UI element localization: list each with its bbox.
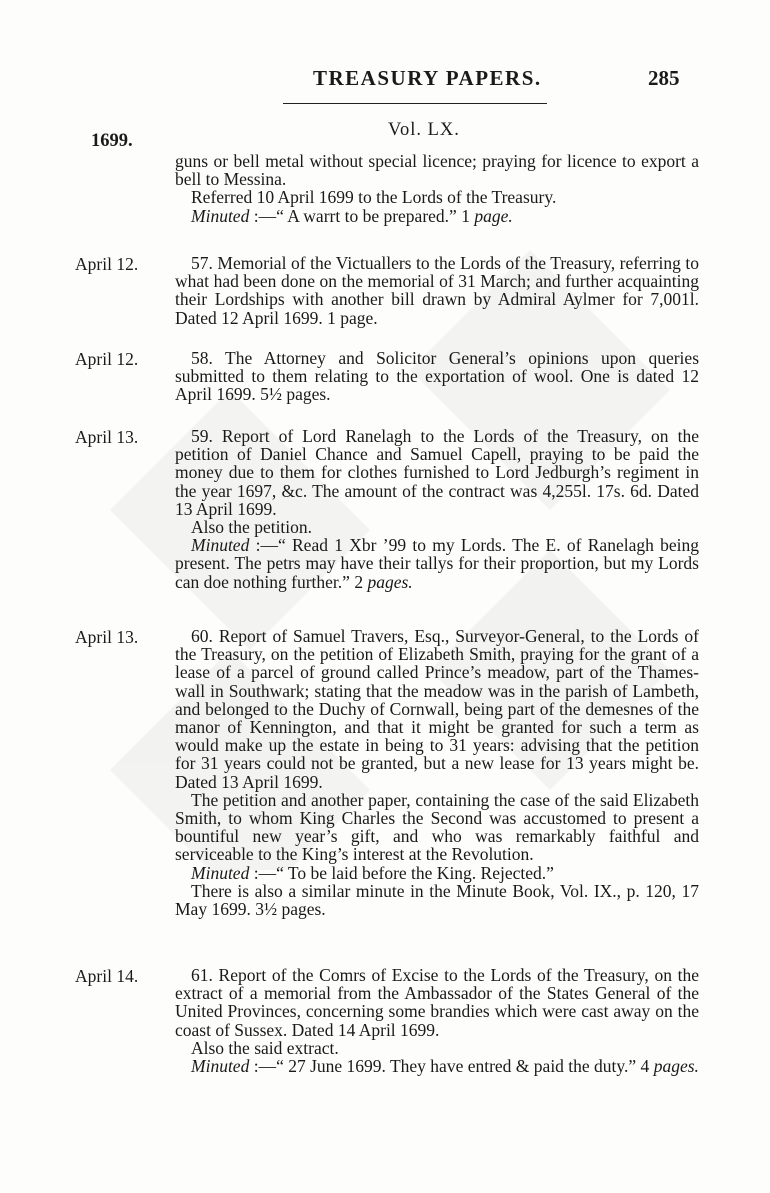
minute-line — [175, 207, 699, 225]
entry-date: April 12. — [75, 349, 139, 369]
minuted-label: Minuted — [191, 205, 250, 226]
entry-date: April 13. — [75, 427, 139, 447]
year-label: 1699. — [91, 131, 133, 151]
minuted-text: :—“ A warrt to be prepared.” 1 — [249, 205, 475, 226]
entry-paragraph: 57. Memorial of the Victuallers to the Lords of the Treasury, referring to what had been done on the memorial of 31 March; and further acquainting their Lordships with another bill drawn by Admiral Aylmer for 7,001l. Dated 12 April 1699. 1 page. — [175, 253, 699, 328]
entry-paragraph: Also the said extract. — [191, 1037, 339, 1058]
entry-paragraph: guns or bell metal without special licence; praying for licence to export a bell to Messina. — [175, 151, 699, 190]
entry-date: April 13. — [75, 627, 139, 647]
entry-paragraph: 60. Report of Samuel Travers, Esq., Surveyor-General, to the Lords of the Treasury, on the petition of Elizabeth Smith, praying for the grant of a lease of a parcel of ground called Prince’s meadow, part of the Thames-wall in Southwark; stating that the meadow was in the parish of Lambeth, and belonged to the Duchy of Cornwall, being part of the demesnes of the manor of Kennington, and that it might be granted for such a term as would make up the estate in being to 31 years: advising that the petition for 31 years could not be granted, but a new lease for 13 years might be. Dated 13 April 1699. — [175, 626, 699, 792]
minuted-label: Minuted — [191, 1056, 250, 1077]
entry-paragraph: The petition and another paper, containing the case of the said Elizabeth Smith, to whom King Charles the Second was accustomed to present a bountiful new year’s gift, and who was remarkably faithful and serviceable to the King’s interest at the Revolution. — [175, 789, 699, 865]
entry-paragraph: Referred 10 April 1699 to the Lords of the Treasury. — [191, 187, 557, 208]
minute-line — [175, 536, 699, 591]
minuted-label: Minuted — [191, 862, 250, 883]
minuted-text: :—“ Read 1 Xbr ’99 to my Lords. The E. of Ranelagh being present. The petrs may have their tallys for their proportion, but my Lords can doe nothing further.” 2 — [175, 535, 699, 592]
pages-label: page. — [474, 205, 513, 226]
minute-line — [175, 864, 699, 882]
running-title: TREASURY PAPERS. — [313, 66, 542, 90]
entry-paragraph: 61. Report of the Comrs of Excise to the Lords of the Treasury, on the extract of a memorial from the Ambassador of the States General of the United Provinces, concerning some brandies which were cast away on the coast of Sussex. Dated 14 April 1699. — [175, 965, 699, 1040]
entry-date: April 12. — [75, 254, 139, 274]
minuted-text: :—“ To be laid before the King. Rejected.” — [249, 862, 554, 883]
volume-label: Vol. LX. — [388, 120, 460, 140]
entry-date: April 14. — [75, 966, 139, 986]
pages-label: pages. — [367, 571, 413, 592]
minute-line — [175, 1057, 699, 1075]
entry-paragraph: 58. The Attorney and Solicitor General’s opinions upon queries submitted to them relating to the exportation of wool. One is dated 12 April 1699. 5½ pages. — [175, 348, 699, 405]
header-rule — [283, 103, 547, 104]
entry-paragraph: 59. Report of Lord Ranelagh to the Lords of the Treasury, on the petition of Daniel Chance and Samuel Capell, praying to be paid the money due to them for clothes furnished to Lord Jedburgh’s regiment in the year 1697, &c. The amount of the contract was 4,255l. 17s. 6d. Dated 13 April 1699. — [175, 426, 699, 519]
minuted-label: Minuted — [191, 535, 250, 556]
entry-paragraph: Also the petition. — [191, 517, 313, 538]
pages-label: pages. — [653, 1056, 699, 1077]
minuted-text: :—“ 27 June 1699. They have entred & paid the duty.” 4 — [249, 1056, 654, 1077]
running-head — [0, 62, 770, 92]
cross-reference: There is also a similar minute in the Minute Book, Vol. IX., p. 120, 17 May 1699. 3½ pages. — [175, 880, 699, 920]
page-number: 285 — [648, 66, 680, 90]
